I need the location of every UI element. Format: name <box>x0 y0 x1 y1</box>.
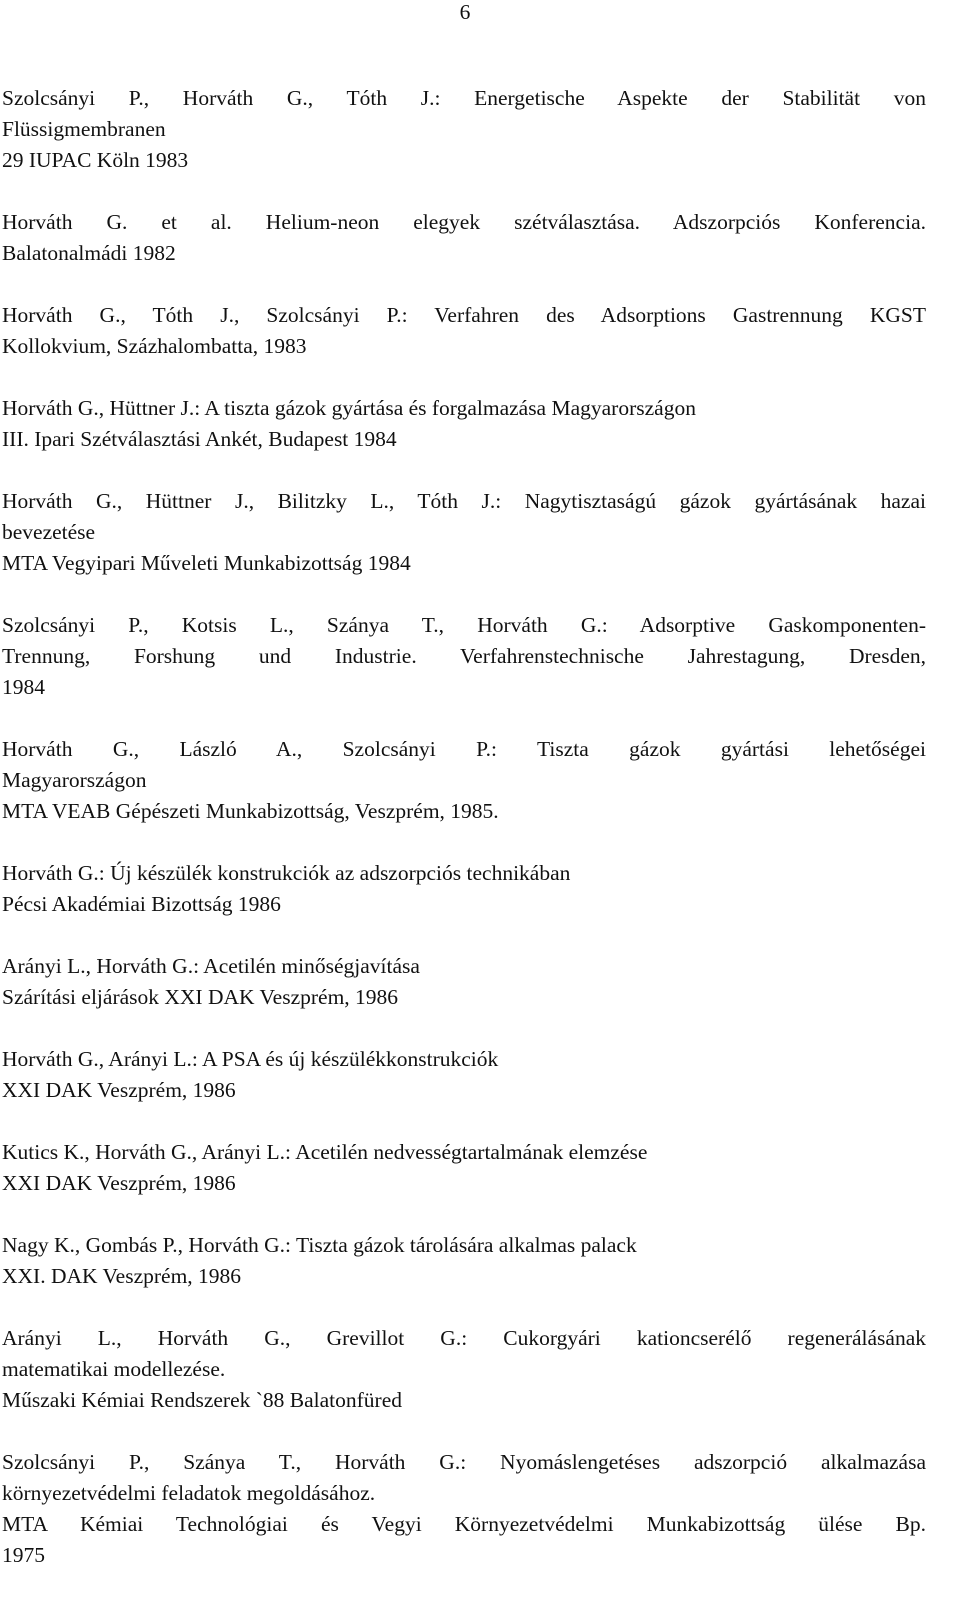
reference-entry <box>2 1447 926 1571</box>
reference-line: Horváth G., László A., Szolcsányi P.: Tiszta gázok gyártási lehetőségei <box>2 737 926 761</box>
reference-line: Pécsi Akadémiai Bizottság 1986 <box>2 892 281 916</box>
reference-entry <box>2 610 926 703</box>
reference-line: Horváth G., Hüttner J., Bilitzky L., Tóth J.: Nagytisztaságú gázok gyártásának hazai <box>2 489 926 513</box>
reference-line: bevezetése <box>2 520 96 544</box>
reference-entry <box>2 1044 926 1106</box>
reference-line: Horváth G., Hüttner J.: A tiszta gázok gyártása és forgalmazása Magyarországon <box>2 396 696 420</box>
reference-line: MTA VEAB Gépészeti Munkabizottság, Veszprém, 1985. <box>2 799 499 823</box>
reference-entry <box>2 83 926 176</box>
reference-line: XXI. DAK Veszprém, 1986 <box>2 1264 242 1288</box>
reference-line: MTA Kémiai Technológiai és Vegyi Környezetvédelmi Munkabizottság ülése Bp. <box>2 1512 926 1536</box>
reference-line: Trennung, Forshung und Industrie. Verfahrenstechnische Jahrestagung, Dresden, <box>2 644 926 668</box>
reference-entry <box>2 951 926 1013</box>
reference-line: Nagy K., Gombás P., Horváth G.: Tiszta gázok tárolására alkalmas palack <box>2 1233 637 1257</box>
reference-line: Szolcsányi P., Horváth G., Tóth J.: Energetische Aspekte der Stabilität von <box>2 86 926 110</box>
reference-entry <box>2 1230 926 1292</box>
reference-entry <box>2 393 926 455</box>
reference-line: Arányi L., Horváth G., Grevillot G.: Cukorgyári kationcserélő regenerálásának <box>2 1326 926 1350</box>
reference-line: XXI DAK Veszprém, 1986 <box>2 1171 236 1195</box>
reference-line: 1975 <box>2 1543 45 1567</box>
reference-entry <box>2 207 926 269</box>
reference-line: Flüssigmembranen <box>2 117 166 141</box>
reference-line: III. Ipari Szétválasztási Ankét, Budapest 1984 <box>2 427 397 451</box>
reference-line: Szárítási eljárások XXI DAK Veszprém, 1986 <box>2 985 399 1009</box>
reference-entry <box>2 300 926 362</box>
reference-entry <box>2 486 926 579</box>
page-number: 6 <box>459 0 471 24</box>
reference-line: Kollokvium, Százhalombatta, 1983 <box>2 334 307 358</box>
reference-line: Magyarországon <box>2 768 147 792</box>
reference-entry <box>2 858 926 920</box>
reference-entry <box>2 1137 926 1199</box>
reference-line: Arányi L., Horváth G.: Acetilén minőségjavítása <box>2 954 420 978</box>
reference-line: matematikai modellezése. <box>2 1357 226 1381</box>
reference-list <box>2 83 926 1571</box>
reference-line: környezetvédelmi feladatok megoldásához. <box>2 1481 376 1505</box>
reference-line: Szolcsányi P., Kotsis L., Szánya T., Horváth G.: Adsorptive Gaskomponenten- <box>2 613 926 637</box>
reference-line: Balatonalmádi 1982 <box>2 241 176 265</box>
reference-entry <box>2 734 926 827</box>
reference-line: Szolcsányi P., Szánya T., Horváth G.: Nyomáslengetéses adszorpció alkalmazása <box>2 1450 926 1474</box>
reference-line: Kutics K., Horváth G., Arányi L.: Acetilén nedvességtartalmának elemzése <box>2 1140 648 1164</box>
reference-line: Horváth G.: Új készülék konstrukciók az adszorpciós technikában <box>2 861 571 885</box>
reference-line: Horváth G., Tóth J., Szolcsányi P.: Verfahren des Adsorptions Gastrennung KGST <box>2 303 926 327</box>
reference-line: Horváth G. et al. Helium-neon elegyek szétválasztása. Adszorpciós Konferencia. <box>2 210 926 234</box>
reference-line: Műszaki Kémiai Rendszerek `88 Balatonfüred <box>2 1388 403 1412</box>
reference-line: Horváth G., Arányi L.: A PSA és új készülékkonstrukciók <box>2 1047 499 1071</box>
reference-line: MTA Vegyipari Műveleti Munkabizottság 1984 <box>2 551 411 575</box>
reference-line: 1984 <box>2 675 45 699</box>
reference-line: XXI DAK Veszprém, 1986 <box>2 1078 236 1102</box>
reference-line: 29 IUPAC Köln 1983 <box>2 148 189 172</box>
reference-entry <box>2 1323 926 1416</box>
